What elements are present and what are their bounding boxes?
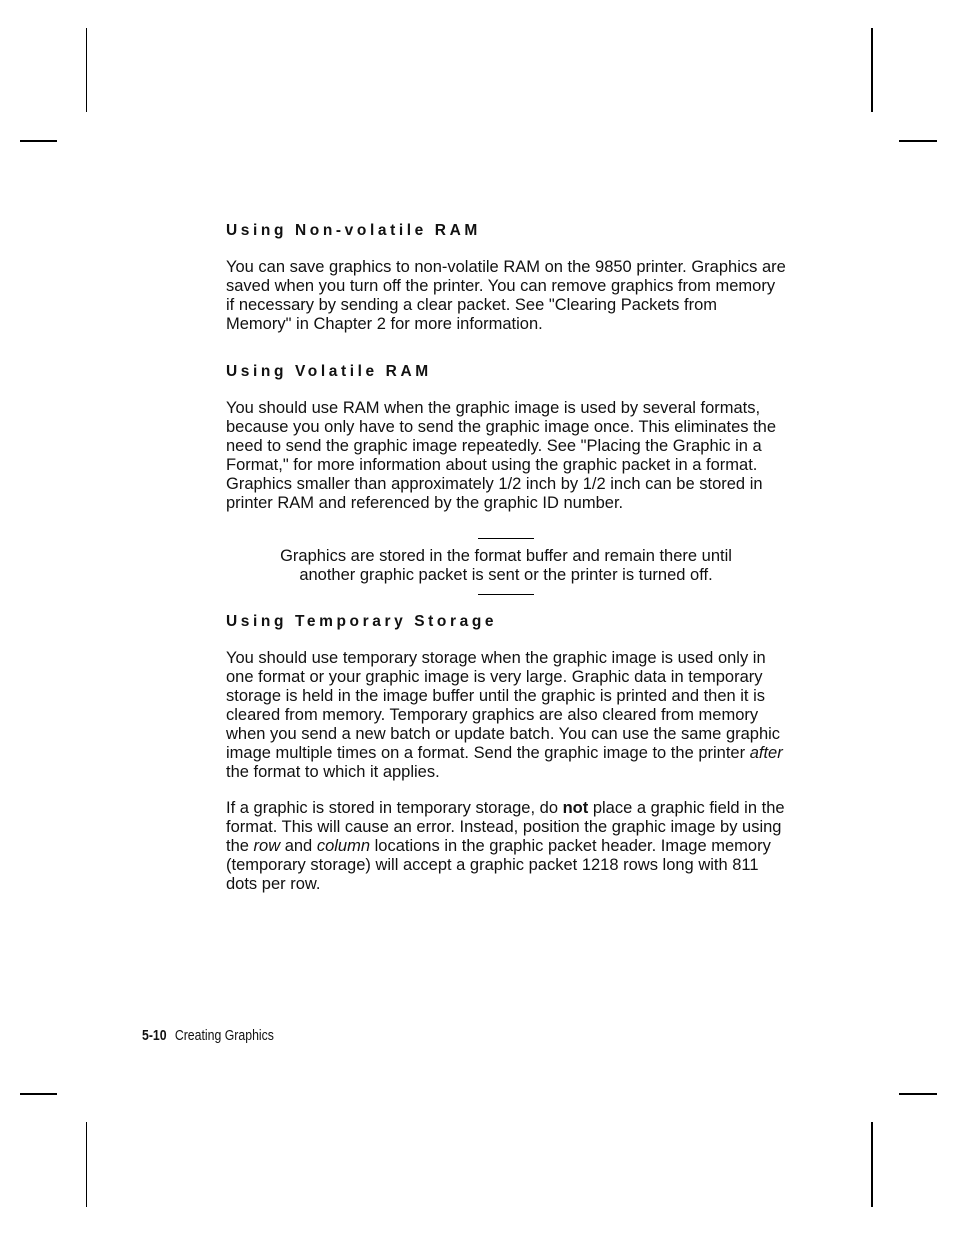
text-run: You should use temporary storage when the graphic image is used only in one format or your graphic image is very large. Graphic data in temporary storage is held in the image buffer until the graphic is printed and then it is cleared from memory. Temporary graphics are also cleared from memory when you send a new batch or update batch. You can use the same graphic image multiple times on a format. Send the graphic image to the printer [226, 649, 781, 762]
paragraph-temporary-storage-1 [226, 649, 786, 782]
crop-mark-top-right-horizontal [899, 140, 937, 142]
note-bottom-rule [478, 594, 534, 595]
emphasis-column: column [316, 837, 371, 855]
heading-volatile-ram: Using Volatile RAM [226, 363, 432, 380]
text-run: If a graphic is stored in temporary storage, do [226, 799, 563, 817]
note-box [266, 538, 746, 595]
text-run: the format to which it applies. [226, 763, 440, 781]
chapter-title: Creating Graphics [174, 1027, 274, 1044]
crop-mark-bottom-left-horizontal [20, 1093, 57, 1095]
crop-mark-bottom-left-vertical [86, 1122, 87, 1207]
text-run: and [280, 837, 317, 855]
heading-non-volatile-ram: Using Non-volatile RAM [226, 222, 481, 239]
page-body [226, 221, 786, 894]
crop-mark-top-left-vertical [86, 28, 87, 112]
emphasis-row: row [253, 837, 281, 855]
paragraph-temporary-storage-2 [226, 799, 786, 894]
crop-mark-top-right-vertical [871, 28, 873, 112]
emphasis-after: after [749, 744, 783, 762]
page-number: 5-10 [142, 1027, 167, 1044]
text-run: locations in the graphic packet header. Image memory (temporary storage) will accept a graphic packet 1218 rows long with 811 dots per row. [226, 837, 771, 893]
crop-mark-top-left-horizontal [20, 140, 57, 142]
paragraph-non-volatile-ram: You can save graphics to non-volatile RAM on the 9850 printer. Graphics are saved when you turn off the printer. You can remove graphics from memory if necessary by sending a clear packet. See "Clearing Packets from Memory" in Chapter 2 for more information. [226, 258, 786, 333]
note-text: Graphics are stored in the format buffer and remain there until another graphic packet is sent or the printer is turned off. [280, 547, 732, 584]
crop-mark-bottom-right-horizontal [899, 1093, 937, 1095]
paragraph-volatile-ram: You should use RAM when the graphic image is used by several formats, because you only have to send the graphic image once. This eliminates the need to send the graphic image repeatedly. See "Placing the Graphic in a Format," for more information about using the graphic packet in a format. Graphics smaller than approximately 1/2 inch by 1/2 inch can be stored in printer RAM and referenced by the graphic ID number. [226, 399, 777, 512]
page-footer [142, 1027, 274, 1044]
emphasis-not: not [562, 799, 589, 817]
crop-mark-bottom-right-vertical [871, 1122, 873, 1207]
text-run: place a graphic field in the format. This will cause an error. Instead, position the graphic image by using the [226, 799, 785, 855]
heading-temporary-storage: Using Temporary Storage [226, 613, 498, 630]
